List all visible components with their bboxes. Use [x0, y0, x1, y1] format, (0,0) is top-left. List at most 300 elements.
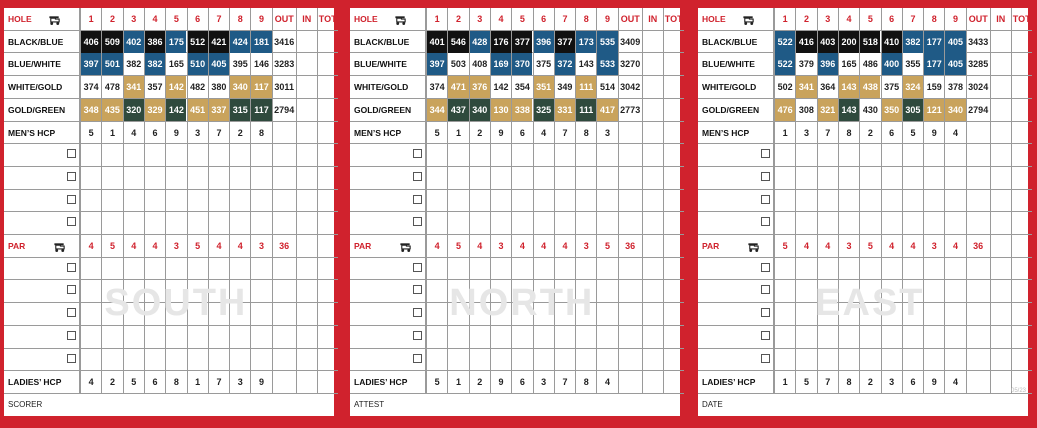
- player-score-hole-2[interactable]: [101, 167, 122, 189]
- player-score-hole-5[interactable]: [511, 349, 532, 371]
- player-score-hole-6[interactable]: [187, 167, 208, 189]
- player-score-hole-7[interactable]: [902, 326, 923, 348]
- player-score-hole-5[interactable]: [511, 212, 532, 234]
- player-checkbox[interactable]: [67, 308, 76, 317]
- player-score-in[interactable]: [296, 144, 317, 166]
- player-score-in[interactable]: [642, 326, 663, 348]
- player-score-out[interactable]: [966, 258, 990, 280]
- player-score-hole-4[interactable]: [838, 167, 859, 189]
- player-score-out[interactable]: [618, 303, 642, 325]
- player-score-hole-7[interactable]: [554, 258, 575, 280]
- player-score-hole-7[interactable]: [902, 349, 923, 371]
- player-score-hole-4[interactable]: [144, 144, 165, 166]
- player-score-hole-9[interactable]: [596, 326, 617, 348]
- player-score-tot[interactable]: [663, 303, 684, 325]
- player-score-hole-4[interactable]: [490, 326, 511, 348]
- player-score-hole-4[interactable]: [490, 167, 511, 189]
- player-checkbox[interactable]: [761, 331, 770, 340]
- player-score-hole-9[interactable]: [944, 167, 965, 189]
- player-score-in[interactable]: [990, 190, 1011, 212]
- player-checkbox[interactable]: [67, 172, 76, 181]
- player-score-hole-9[interactable]: [944, 258, 965, 280]
- player-score-hole-4[interactable]: [838, 258, 859, 280]
- player-score-hole-4[interactable]: [144, 349, 165, 371]
- player-score-hole-4[interactable]: [838, 190, 859, 212]
- player-score-hole-4[interactable]: [490, 144, 511, 166]
- player-score-hole-6[interactable]: [187, 144, 208, 166]
- player-score-hole-6[interactable]: [533, 212, 554, 234]
- player-score-tot[interactable]: [663, 190, 684, 212]
- player-score-hole-8[interactable]: [923, 144, 944, 166]
- player-score-tot[interactable]: [1011, 167, 1032, 189]
- player-score-hole-1[interactable]: [774, 349, 795, 371]
- player-score-hole-4[interactable]: [490, 349, 511, 371]
- player-score-tot[interactable]: [1011, 303, 1032, 325]
- player-score-hole-5[interactable]: [859, 349, 880, 371]
- player-score-in[interactable]: [990, 144, 1011, 166]
- player-score-hole-3[interactable]: [817, 349, 838, 371]
- player-score-hole-9[interactable]: [250, 258, 271, 280]
- player-score-hole-3[interactable]: [469, 190, 490, 212]
- player-score-hole-3[interactable]: [123, 144, 144, 166]
- player-score-hole-8[interactable]: [575, 349, 596, 371]
- player-score-hole-9[interactable]: [944, 349, 965, 371]
- player-score-in[interactable]: [296, 349, 317, 371]
- player-score-hole-3[interactable]: [469, 144, 490, 166]
- player-score-hole-3[interactable]: [817, 190, 838, 212]
- player-score-hole-3[interactable]: [123, 258, 144, 280]
- player-checkbox[interactable]: [413, 331, 422, 340]
- player-score-in[interactable]: [642, 190, 663, 212]
- player-score-hole-1[interactable]: [426, 326, 447, 348]
- player-score-hole-6[interactable]: [533, 190, 554, 212]
- player-score-hole-7[interactable]: [902, 212, 923, 234]
- player-score-hole-4[interactable]: [144, 190, 165, 212]
- player-score-hole-8[interactable]: [229, 258, 250, 280]
- player-score-hole-7[interactable]: [554, 190, 575, 212]
- player-score-tot[interactable]: [1011, 349, 1032, 371]
- player-score-out[interactable]: [272, 326, 296, 348]
- player-score-hole-6[interactable]: [533, 349, 554, 371]
- player-score-hole-2[interactable]: [447, 167, 468, 189]
- player-checkbox[interactable]: [67, 331, 76, 340]
- player-score-hole-3[interactable]: [123, 167, 144, 189]
- player-checkbox[interactable]: [761, 195, 770, 204]
- player-score-hole-3[interactable]: [123, 190, 144, 212]
- player-score-out[interactable]: [272, 190, 296, 212]
- player-score-hole-6[interactable]: [881, 258, 902, 280]
- player-score-in[interactable]: [642, 144, 663, 166]
- player-score-hole-3[interactable]: [817, 258, 838, 280]
- player-score-hole-7[interactable]: [554, 144, 575, 166]
- player-score-hole-5[interactable]: [165, 212, 186, 234]
- player-score-hole-7[interactable]: [554, 326, 575, 348]
- player-checkbox[interactable]: [67, 285, 76, 294]
- player-score-in[interactable]: [296, 258, 317, 280]
- player-score-in[interactable]: [990, 258, 1011, 280]
- player-score-hole-6[interactable]: [187, 326, 208, 348]
- player-score-in[interactable]: [990, 280, 1011, 302]
- player-score-hole-5[interactable]: [511, 326, 532, 348]
- player-score-hole-7[interactable]: [554, 167, 575, 189]
- player-score-hole-4[interactable]: [144, 167, 165, 189]
- player-score-hole-9[interactable]: [250, 144, 271, 166]
- player-score-tot[interactable]: [663, 280, 684, 302]
- player-score-hole-3[interactable]: [469, 349, 490, 371]
- player-score-hole-9[interactable]: [250, 190, 271, 212]
- player-score-hole-7[interactable]: [208, 144, 229, 166]
- player-score-in[interactable]: [642, 349, 663, 371]
- player-score-hole-1[interactable]: [774, 190, 795, 212]
- player-score-out[interactable]: [966, 144, 990, 166]
- player-score-hole-3[interactable]: [469, 167, 490, 189]
- player-score-hole-2[interactable]: [447, 212, 468, 234]
- player-score-out[interactable]: [966, 167, 990, 189]
- player-checkbox[interactable]: [761, 172, 770, 181]
- player-score-tot[interactable]: [663, 258, 684, 280]
- player-score-hole-5[interactable]: [511, 190, 532, 212]
- player-checkbox[interactable]: [413, 172, 422, 181]
- player-score-hole-4[interactable]: [838, 212, 859, 234]
- player-score-tot[interactable]: [1011, 212, 1032, 234]
- player-score-hole-2[interactable]: [101, 212, 122, 234]
- player-score-hole-4[interactable]: [490, 212, 511, 234]
- player-score-hole-6[interactable]: [187, 349, 208, 371]
- player-score-out[interactable]: [618, 258, 642, 280]
- player-score-in[interactable]: [642, 167, 663, 189]
- player-score-hole-6[interactable]: [533, 144, 554, 166]
- player-score-in[interactable]: [642, 303, 663, 325]
- player-checkbox[interactable]: [413, 195, 422, 204]
- player-score-hole-5[interactable]: [859, 258, 880, 280]
- player-score-hole-8[interactable]: [923, 349, 944, 371]
- player-score-hole-1[interactable]: [80, 326, 101, 348]
- player-score-hole-2[interactable]: [795, 326, 816, 348]
- player-checkbox[interactable]: [67, 149, 76, 158]
- player-score-hole-5[interactable]: [511, 144, 532, 166]
- player-checkbox[interactable]: [761, 308, 770, 317]
- player-score-out[interactable]: [272, 258, 296, 280]
- player-score-in[interactable]: [296, 212, 317, 234]
- player-score-hole-2[interactable]: [101, 326, 122, 348]
- player-score-in[interactable]: [990, 349, 1011, 371]
- player-score-tot[interactable]: [317, 144, 338, 166]
- player-score-hole-1[interactable]: [774, 258, 795, 280]
- player-score-hole-5[interactable]: [859, 326, 880, 348]
- player-score-hole-8[interactable]: [923, 167, 944, 189]
- player-score-in[interactable]: [990, 212, 1011, 234]
- player-score-hole-6[interactable]: [881, 326, 902, 348]
- player-score-in[interactable]: [296, 326, 317, 348]
- player-score-hole-7[interactable]: [208, 212, 229, 234]
- player-score-hole-3[interactable]: [469, 212, 490, 234]
- player-score-hole-4[interactable]: [838, 144, 859, 166]
- player-checkbox[interactable]: [67, 195, 76, 204]
- player-score-hole-6[interactable]: [881, 349, 902, 371]
- player-score-hole-6[interactable]: [187, 190, 208, 212]
- player-score-hole-2[interactable]: [795, 349, 816, 371]
- player-score-hole-9[interactable]: [944, 190, 965, 212]
- player-score-hole-5[interactable]: [859, 167, 880, 189]
- player-score-hole-2[interactable]: [101, 349, 122, 371]
- player-score-in[interactable]: [990, 303, 1011, 325]
- player-score-hole-9[interactable]: [944, 212, 965, 234]
- player-score-hole-1[interactable]: [426, 190, 447, 212]
- player-score-hole-9[interactable]: [250, 349, 271, 371]
- player-score-hole-8[interactable]: [229, 212, 250, 234]
- player-checkbox[interactable]: [413, 354, 422, 363]
- player-checkbox[interactable]: [761, 149, 770, 158]
- player-score-hole-2[interactable]: [795, 212, 816, 234]
- player-score-hole-3[interactable]: [817, 326, 838, 348]
- player-score-hole-9[interactable]: [596, 349, 617, 371]
- player-score-out[interactable]: [966, 190, 990, 212]
- player-score-tot[interactable]: [317, 167, 338, 189]
- player-score-hole-1[interactable]: [80, 144, 101, 166]
- player-score-hole-3[interactable]: [123, 326, 144, 348]
- player-score-hole-7[interactable]: [554, 349, 575, 371]
- player-score-hole-8[interactable]: [575, 167, 596, 189]
- player-score-hole-3[interactable]: [817, 144, 838, 166]
- player-score-hole-5[interactable]: [165, 258, 186, 280]
- player-score-tot[interactable]: [1011, 326, 1032, 348]
- player-score-hole-5[interactable]: [165, 144, 186, 166]
- player-score-out[interactable]: [966, 303, 990, 325]
- player-score-hole-5[interactable]: [165, 349, 186, 371]
- player-checkbox[interactable]: [67, 263, 76, 272]
- player-score-hole-2[interactable]: [447, 326, 468, 348]
- player-score-hole-8[interactable]: [229, 326, 250, 348]
- player-score-in[interactable]: [642, 258, 663, 280]
- player-score-out[interactable]: [966, 349, 990, 371]
- player-score-tot[interactable]: [1011, 144, 1032, 166]
- footer-scorer-field[interactable]: SCORER: [8, 400, 43, 409]
- player-score-hole-8[interactable]: [923, 258, 944, 280]
- player-score-hole-1[interactable]: [80, 190, 101, 212]
- player-score-hole-6[interactable]: [533, 326, 554, 348]
- player-checkbox[interactable]: [67, 354, 76, 363]
- player-score-hole-7[interactable]: [208, 167, 229, 189]
- player-score-tot[interactable]: [317, 349, 338, 371]
- player-score-hole-6[interactable]: [881, 144, 902, 166]
- player-score-hole-7[interactable]: [208, 190, 229, 212]
- player-score-hole-7[interactable]: [902, 144, 923, 166]
- player-score-tot[interactable]: [1011, 258, 1032, 280]
- player-score-out[interactable]: [272, 144, 296, 166]
- player-score-hole-9[interactable]: [596, 190, 617, 212]
- player-score-hole-1[interactable]: [426, 258, 447, 280]
- player-score-hole-3[interactable]: [123, 212, 144, 234]
- player-score-hole-1[interactable]: [426, 212, 447, 234]
- player-score-hole-6[interactable]: [881, 212, 902, 234]
- player-score-hole-8[interactable]: [923, 212, 944, 234]
- player-score-hole-5[interactable]: [511, 258, 532, 280]
- player-score-tot[interactable]: [663, 167, 684, 189]
- player-score-hole-3[interactable]: [469, 326, 490, 348]
- player-score-tot[interactable]: [317, 326, 338, 348]
- player-score-hole-3[interactable]: [123, 349, 144, 371]
- player-score-hole-1[interactable]: [774, 167, 795, 189]
- player-score-hole-9[interactable]: [596, 212, 617, 234]
- player-score-hole-4[interactable]: [144, 326, 165, 348]
- player-score-hole-6[interactable]: [533, 167, 554, 189]
- player-score-hole-6[interactable]: [881, 167, 902, 189]
- player-score-out[interactable]: [618, 280, 642, 302]
- player-score-in[interactable]: [296, 167, 317, 189]
- player-checkbox[interactable]: [761, 354, 770, 363]
- player-checkbox[interactable]: [413, 285, 422, 294]
- player-score-hole-8[interactable]: [229, 144, 250, 166]
- player-score-tot[interactable]: [1011, 280, 1032, 302]
- player-score-hole-4[interactable]: [144, 212, 165, 234]
- player-score-out[interactable]: [272, 212, 296, 234]
- player-score-out[interactable]: [618, 167, 642, 189]
- player-score-tot[interactable]: [663, 144, 684, 166]
- player-score-hole-8[interactable]: [575, 258, 596, 280]
- player-score-hole-8[interactable]: [575, 190, 596, 212]
- player-score-hole-5[interactable]: [511, 167, 532, 189]
- player-score-tot[interactable]: [663, 326, 684, 348]
- player-score-out[interactable]: [618, 212, 642, 234]
- player-score-hole-2[interactable]: [447, 258, 468, 280]
- player-checkbox[interactable]: [67, 217, 76, 226]
- player-score-hole-8[interactable]: [923, 190, 944, 212]
- player-score-hole-1[interactable]: [426, 144, 447, 166]
- player-score-out[interactable]: [272, 167, 296, 189]
- player-score-hole-2[interactable]: [795, 258, 816, 280]
- player-checkbox[interactable]: [761, 217, 770, 226]
- player-score-hole-7[interactable]: [902, 190, 923, 212]
- player-score-hole-2[interactable]: [101, 190, 122, 212]
- player-score-in[interactable]: [296, 190, 317, 212]
- player-score-tot[interactable]: [317, 212, 338, 234]
- player-score-hole-1[interactable]: [80, 167, 101, 189]
- player-score-hole-6[interactable]: [187, 258, 208, 280]
- player-checkbox[interactable]: [761, 285, 770, 294]
- player-checkbox[interactable]: [761, 263, 770, 272]
- player-score-in[interactable]: [990, 326, 1011, 348]
- player-score-hole-2[interactable]: [795, 190, 816, 212]
- player-score-hole-9[interactable]: [944, 326, 965, 348]
- player-score-tot[interactable]: [317, 303, 338, 325]
- player-score-out[interactable]: [272, 349, 296, 371]
- player-score-hole-2[interactable]: [101, 258, 122, 280]
- player-score-hole-5[interactable]: [859, 212, 880, 234]
- player-score-hole-6[interactable]: [881, 190, 902, 212]
- player-score-out[interactable]: [618, 190, 642, 212]
- player-score-hole-4[interactable]: [490, 258, 511, 280]
- player-score-hole-5[interactable]: [859, 144, 880, 166]
- player-score-hole-7[interactable]: [902, 258, 923, 280]
- player-score-hole-5[interactable]: [859, 190, 880, 212]
- player-score-hole-2[interactable]: [795, 167, 816, 189]
- player-score-hole-9[interactable]: [596, 167, 617, 189]
- player-score-hole-9[interactable]: [944, 144, 965, 166]
- player-score-hole-9[interactable]: [596, 258, 617, 280]
- player-score-hole-1[interactable]: [426, 349, 447, 371]
- player-score-hole-4[interactable]: [838, 349, 859, 371]
- player-score-hole-8[interactable]: [575, 144, 596, 166]
- player-score-hole-8[interactable]: [575, 212, 596, 234]
- player-score-hole-4[interactable]: [144, 258, 165, 280]
- player-score-hole-8[interactable]: [575, 326, 596, 348]
- player-score-hole-1[interactable]: [426, 167, 447, 189]
- player-score-tot[interactable]: [663, 349, 684, 371]
- player-score-hole-5[interactable]: [165, 167, 186, 189]
- player-score-hole-3[interactable]: [469, 258, 490, 280]
- player-score-out[interactable]: [966, 326, 990, 348]
- player-score-hole-3[interactable]: [817, 167, 838, 189]
- player-score-out[interactable]: [618, 326, 642, 348]
- player-score-out[interactable]: [966, 212, 990, 234]
- player-score-hole-4[interactable]: [838, 326, 859, 348]
- player-score-hole-1[interactable]: [80, 349, 101, 371]
- player-score-in[interactable]: [642, 212, 663, 234]
- player-score-hole-7[interactable]: [902, 167, 923, 189]
- player-score-hole-9[interactable]: [250, 212, 271, 234]
- player-score-hole-2[interactable]: [101, 144, 122, 166]
- player-checkbox[interactable]: [413, 263, 422, 272]
- player-score-hole-1[interactable]: [774, 144, 795, 166]
- player-score-tot[interactable]: [317, 190, 338, 212]
- player-score-hole-1[interactable]: [80, 212, 101, 234]
- player-score-out[interactable]: [618, 349, 642, 371]
- player-score-hole-2[interactable]: [447, 349, 468, 371]
- player-score-out[interactable]: [272, 303, 296, 325]
- player-score-in[interactable]: [296, 303, 317, 325]
- player-score-hole-2[interactable]: [447, 144, 468, 166]
- player-score-hole-6[interactable]: [533, 258, 554, 280]
- player-score-hole-5[interactable]: [165, 190, 186, 212]
- player-score-out[interactable]: [618, 144, 642, 166]
- player-score-hole-7[interactable]: [208, 349, 229, 371]
- player-score-hole-2[interactable]: [447, 190, 468, 212]
- player-score-hole-7[interactable]: [208, 326, 229, 348]
- player-checkbox[interactable]: [413, 149, 422, 158]
- player-score-tot[interactable]: [317, 258, 338, 280]
- player-score-in[interactable]: [990, 167, 1011, 189]
- player-score-hole-9[interactable]: [250, 167, 271, 189]
- player-score-out[interactable]: [272, 280, 296, 302]
- player-score-hole-2[interactable]: [795, 144, 816, 166]
- player-score-hole-4[interactable]: [490, 190, 511, 212]
- player-score-hole-9[interactable]: [250, 326, 271, 348]
- player-score-hole-1[interactable]: [774, 212, 795, 234]
- player-score-hole-7[interactable]: [554, 212, 575, 234]
- player-score-hole-1[interactable]: [774, 326, 795, 348]
- player-score-in[interactable]: [642, 280, 663, 302]
- player-score-hole-8[interactable]: [229, 349, 250, 371]
- player-score-hole-8[interactable]: [229, 167, 250, 189]
- player-score-hole-8[interactable]: [229, 190, 250, 212]
- player-score-hole-7[interactable]: [208, 258, 229, 280]
- player-checkbox[interactable]: [413, 308, 422, 317]
- player-score-hole-3[interactable]: [817, 212, 838, 234]
- player-checkbox[interactable]: [413, 217, 422, 226]
- player-score-hole-1[interactable]: [80, 258, 101, 280]
- player-score-hole-6[interactable]: [187, 212, 208, 234]
- player-score-out[interactable]: [966, 280, 990, 302]
- player-score-tot[interactable]: [663, 212, 684, 234]
- player-score-hole-8[interactable]: [923, 326, 944, 348]
- footer-date-field[interactable]: DATE: [702, 400, 723, 409]
- player-score-tot[interactable]: [317, 280, 338, 302]
- footer-attest-field[interactable]: ATTEST: [354, 400, 385, 409]
- player-score-hole-5[interactable]: [165, 326, 186, 348]
- player-score-hole-9[interactable]: [596, 144, 617, 166]
- player-score-tot[interactable]: [1011, 190, 1032, 212]
- player-score-in[interactable]: [296, 280, 317, 302]
